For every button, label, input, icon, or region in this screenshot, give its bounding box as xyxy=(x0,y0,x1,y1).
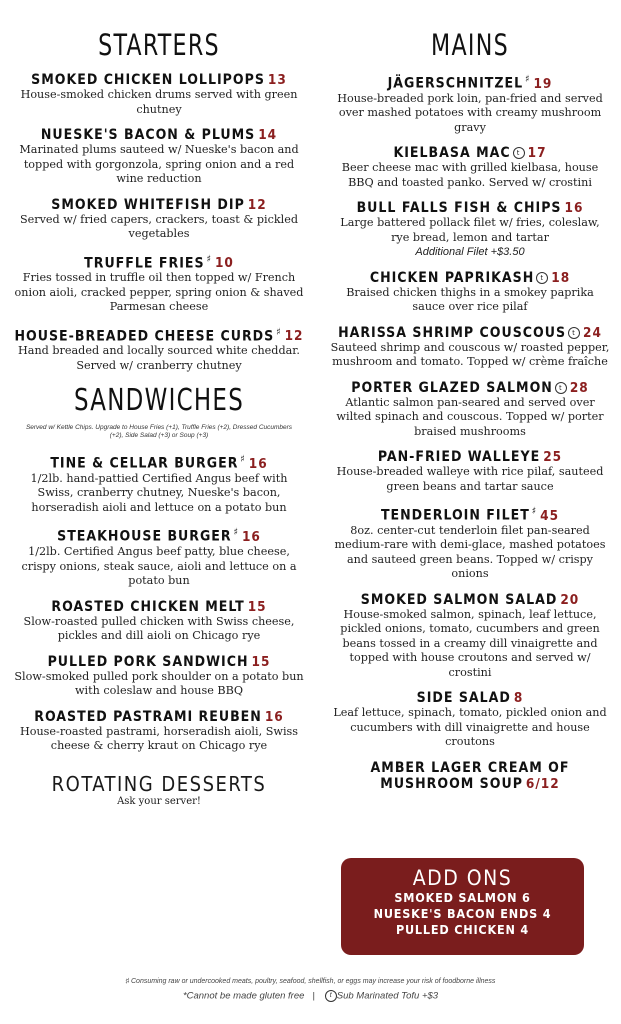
item-name-line xyxy=(330,760,610,792)
item-price: 25 xyxy=(543,449,563,466)
item-price: 6/12 xyxy=(525,775,560,792)
desserts-section xyxy=(14,772,304,807)
sandwiches-note: Served w/ Kettle Chips. Upgrade to House Fries (+1), Truffle Fries (+2), Dressed Cucumbers (+2), Side Salad (+3) or Soup (+3) xyxy=(25,424,293,440)
starters-list xyxy=(14,72,304,373)
item-name: PAN-FRIED WALLEYE xyxy=(377,449,541,466)
tofu-circle-icon: t xyxy=(555,382,567,394)
item-description: House-breaded pork loin, pan-fried and served over mashed potatoes with creamy mushroom gravy xyxy=(337,91,603,134)
item-name: TENDERLOIN FILET xyxy=(380,507,530,524)
raw-warning-icon: ♯ xyxy=(531,506,538,518)
menu-item xyxy=(14,72,304,117)
menu-item xyxy=(14,127,304,187)
item-name-line xyxy=(14,197,304,213)
item-description: Marinated plums sauteed w/ Nueske's bacon and topped with gorgonzola, spring onion and a red wine reduction xyxy=(19,143,299,185)
item-name-line xyxy=(330,200,610,216)
item-name: JÄGERSCHNITZEL xyxy=(387,75,524,92)
menu-item xyxy=(14,599,304,644)
item-price: 24 xyxy=(583,324,602,341)
item-name-line xyxy=(330,504,610,524)
menu-item xyxy=(14,709,304,754)
item-price: 12 xyxy=(247,196,267,213)
item-name-line xyxy=(330,145,610,161)
item-price: 10 xyxy=(214,255,234,272)
item-description: Beer cheese mac with grilled kielbasa, house BBQ and toasted panko. Served w/ crostini xyxy=(341,161,599,189)
item-name: AMBER LAGER CREAM OF MUSHROOM SOUP xyxy=(370,759,570,792)
item-description: House-smoked salmon, spinach, leaf lettuce, pickled onions, tomato, cucumbers and green beans tossed in a creamy dill vinaigrette and topped with house croutons and served w/ crostini xyxy=(340,607,600,679)
mains-title: MAINS xyxy=(431,28,509,62)
item-name: PULLED PORK SANDWICH xyxy=(47,653,249,670)
item-name-line xyxy=(14,127,304,143)
item-description: 1/2lb. Certified Angus beef patty, blue cheese, crispy onions, steak sauce, aioli and lettuce on a potato bun xyxy=(21,545,297,588)
menu-item xyxy=(14,325,304,374)
tofu-note: Sub Marinated Tofu +$3 xyxy=(336,990,439,1002)
item-name-line xyxy=(330,690,610,706)
item-description: Served w/ fried capers, crackers, toast & pickled vegetables xyxy=(19,212,299,240)
addon-item: NUESKE'S BACON ENDS 4 xyxy=(373,906,552,921)
item-price: 17 xyxy=(527,145,547,162)
footer-disclaimer: ♯ Consuming raw or undercooked meats, poultry, seafood, shellfish, or eggs may increase your risk of foodborne illness xyxy=(125,978,496,985)
item-price: 15 xyxy=(251,653,271,670)
raw-warning-icon: ♯ xyxy=(233,527,239,539)
right-column xyxy=(330,28,610,802)
item-price: 28 xyxy=(569,379,589,396)
item-price: 16 xyxy=(564,200,584,217)
item-name: TRUFFLE FRIES xyxy=(84,255,205,272)
item-name-line xyxy=(14,525,304,545)
item-name-line xyxy=(330,449,610,465)
tofu-circle-icon: t xyxy=(536,272,548,284)
addon-item: PULLED CHICKEN 4 xyxy=(395,922,530,937)
desserts-title: ROTATING DESSERTS xyxy=(51,771,267,796)
raw-warning-icon: ♯ xyxy=(276,326,282,338)
addons-title: ADD ONS xyxy=(412,866,513,890)
tofu-circle-icon: t xyxy=(513,147,525,159)
item-description: 1/2lb. hand-pattied Certified Angus beef with Swiss, cranberry chutney, Nueske's bacon, horseradish aioli and lettuce on a potato bun xyxy=(30,471,288,514)
item-description: House-breaded walleye with rice pilaf, sauteed green beans and tartar sauce xyxy=(336,465,604,493)
menu-item xyxy=(330,504,610,582)
menu-item xyxy=(330,449,610,494)
item-description: Sauteed shrimp and couscous w/ roasted pepper, mushroom and tomato. Topped w/ crème fraîche xyxy=(330,340,610,369)
separator: | xyxy=(312,990,315,1002)
menu-item xyxy=(330,690,610,750)
item-price: 8 xyxy=(513,690,524,707)
item-description: 8oz. center-cut tenderloin filet pan-seared medium-rare with demi-glace, mashed potatoes and sauteed green beans. Topped w/ crispy onions xyxy=(334,523,606,581)
item-description: Leaf lettuce, spinach, tomato, pickled onion and cucumbers with dill vinaigrette and house croutons xyxy=(333,706,607,749)
menu-item xyxy=(14,252,304,315)
item-price: 20 xyxy=(560,591,580,608)
tofu-circle-icon: t xyxy=(568,327,580,339)
item-name-line xyxy=(330,270,610,286)
left-column xyxy=(14,28,304,807)
item-price: 13 xyxy=(267,72,287,88)
addon-item: SMOKED SALMON 6 xyxy=(394,890,531,905)
raw-warning-icon: ♯ xyxy=(525,74,531,85)
item-description: House-smoked chicken drums served with green chutney xyxy=(20,88,298,116)
menu-item xyxy=(330,325,610,370)
menu-item xyxy=(14,654,304,699)
item-description: Hand breaded and locally sourced white cheddar. Served w/ cranberry chutney xyxy=(18,344,300,372)
item-name-line xyxy=(330,380,610,396)
item-price: 16 xyxy=(248,455,268,472)
addons-box xyxy=(341,858,584,955)
menu-item xyxy=(330,380,610,440)
menu-item xyxy=(330,270,610,315)
sandwiches-title: SANDWICHES xyxy=(73,383,245,419)
menu-item xyxy=(14,452,304,515)
item-name: SMOKED WHITEFISH DIP xyxy=(51,196,245,213)
item-name: HARISSA SHRIMP COUSCOUS xyxy=(338,324,567,341)
desserts-subtitle: Ask your server! xyxy=(117,795,201,807)
item-price: 19 xyxy=(533,75,553,92)
item-price: 14 xyxy=(258,127,278,143)
item-name: CHICKEN PAPRIKASH xyxy=(369,269,535,286)
menu-item xyxy=(330,200,610,260)
item-description: Slow-roasted pulled chicken with Swiss cheese, pickles and dill aioli on Chicago rye xyxy=(23,614,295,643)
menu-item xyxy=(330,592,610,681)
gluten-note: *Cannot be made gluten free xyxy=(182,990,305,1002)
item-name: NUESKE'S BACON & PLUMS xyxy=(40,127,256,143)
raw-warning-icon: ♯ xyxy=(240,454,246,466)
item-name: TINE & CELLAR BURGER xyxy=(50,455,239,472)
item-name: STEAKHOUSE BURGER xyxy=(57,529,232,546)
starters-title: STARTERS xyxy=(98,28,220,62)
item-name-line xyxy=(14,452,304,472)
item-price: 18 xyxy=(551,269,571,286)
item-name: HOUSE-BREADED CHEESE CURDS xyxy=(14,328,275,345)
item-price: 16 xyxy=(241,529,261,546)
footer-notes xyxy=(0,990,621,1002)
item-name: BULL FALLS FISH & CHIPS xyxy=(356,200,562,217)
item-name-line xyxy=(14,654,304,670)
tofu-circle-icon: t xyxy=(325,990,337,1002)
item-price: 45 xyxy=(540,507,560,524)
menu-item xyxy=(330,145,610,190)
item-name-line xyxy=(14,709,304,725)
item-name-line xyxy=(14,599,304,615)
mains-list xyxy=(330,72,610,792)
item-description: Large battered pollack filet w/ fries, coleslaw, rye bread, lemon and tartar xyxy=(340,216,600,244)
item-price: 16 xyxy=(264,708,284,725)
item-extra: Additional Filet +$3.50 xyxy=(415,246,525,259)
menu-item xyxy=(14,197,304,242)
item-name: ROASTED CHICKEN MELT xyxy=(51,598,245,615)
item-description: Slow-smoked pulled pork shoulder on a potato bun with coleslaw and house BBQ xyxy=(14,669,304,698)
item-description: Fries tossed in truffle oil then topped w/ French onion aioli, cracked pepper, spring onion & shaved Parmesan cheese xyxy=(14,271,304,314)
item-extra-line xyxy=(330,245,610,260)
sandwiches-list xyxy=(14,452,304,753)
item-name-line xyxy=(330,325,610,341)
menu-item xyxy=(330,760,610,792)
item-price: 15 xyxy=(247,598,267,615)
item-description: Atlantic salmon pan-seared and served over wilted spinach and couscous. Topped w/ porter braised mushrooms xyxy=(336,395,604,438)
item-name-line xyxy=(330,592,610,608)
item-name: ROASTED PASTRAMI REUBEN xyxy=(34,708,262,725)
item-description: House-roasted pastrami, horseradish aioli, Swiss cheese & cherry kraut on Chicago rye xyxy=(19,724,299,753)
item-name: SMOKED SALMON SALAD xyxy=(360,591,558,608)
item-price: 12 xyxy=(284,328,304,345)
item-name: SIDE SALAD xyxy=(416,690,511,707)
item-name-line xyxy=(14,252,304,272)
item-name-line xyxy=(14,325,304,345)
item-name-line xyxy=(330,72,610,92)
menu-item xyxy=(14,525,304,588)
item-name-line xyxy=(14,72,304,88)
raw-warning-icon: ♯ xyxy=(206,253,212,265)
menu-item xyxy=(330,72,610,135)
item-description: Braised chicken thighs in a smokey paprika sauce over rice pilaf xyxy=(346,285,594,314)
item-name: PORTER GLAZED SALMON xyxy=(351,379,553,396)
item-name: KIELBASA MAC xyxy=(393,145,511,162)
item-name: SMOKED CHICKEN LOLLIPOPS xyxy=(31,72,265,88)
